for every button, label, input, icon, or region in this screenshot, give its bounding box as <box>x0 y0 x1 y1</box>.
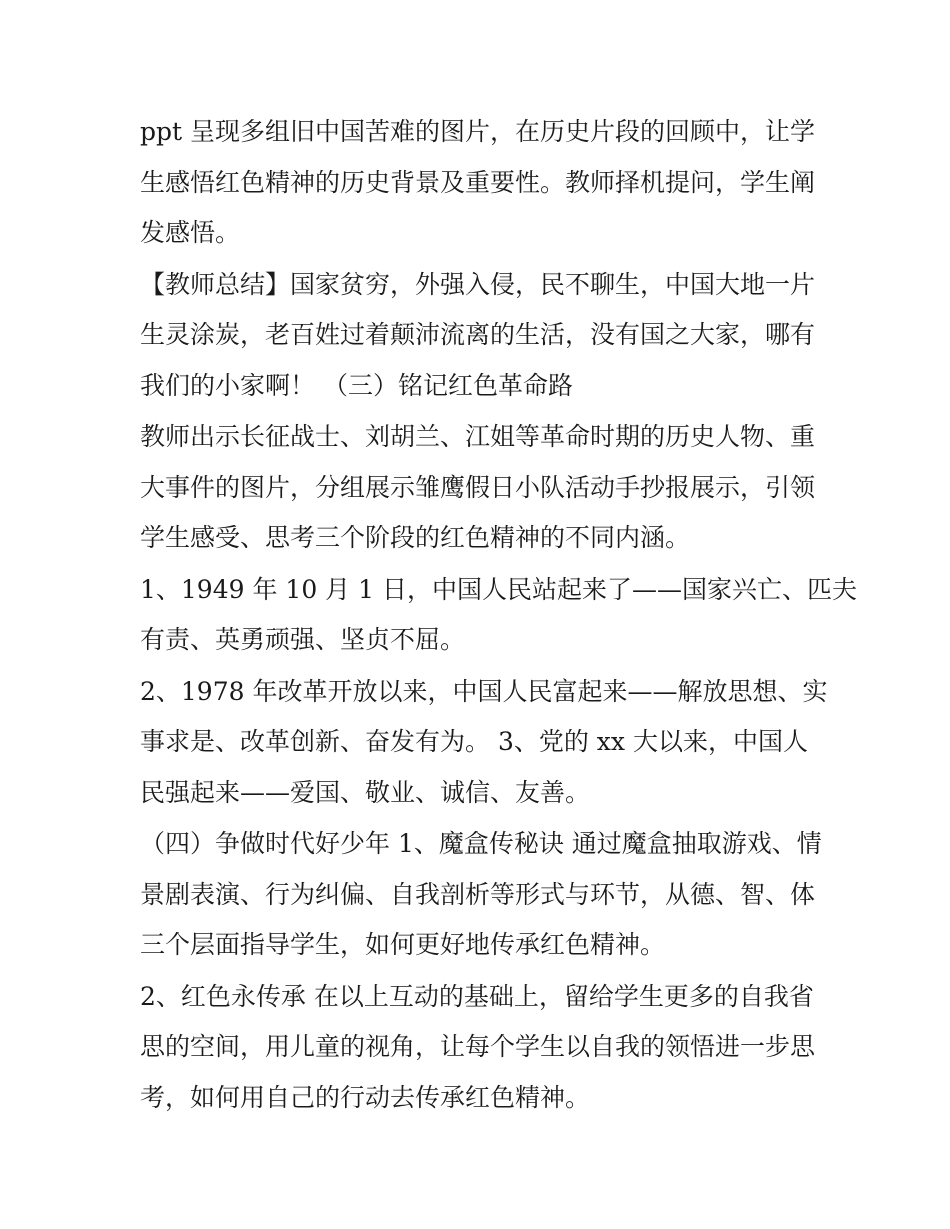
text-line: 考，如何用自己的行动去传承红色精神。 <box>140 1082 591 1112</box>
text-line: 1、1949 年 10 月 1 日，中国人民站起来了——国家兴亡、匹夫 <box>140 574 857 604</box>
paragraph-red-inheritance <box>140 972 820 1124</box>
text-line: ppt 呈现多组旧中国苦难的图片，在历史片段的回顾中，让学 <box>140 117 816 146</box>
text-line: 思的空间，用儿童的视角，让每个学生以自我的领悟进一步思 <box>140 1032 816 1061</box>
document-body <box>140 107 857 1124</box>
text-line: 民强起来——爱国、敬业、诚信、友善。 <box>140 777 591 807</box>
paragraph-1978 <box>140 667 828 819</box>
text-line: 我们的小家啊！ （三）铭记红色革命路 <box>140 370 573 400</box>
paragraph-ppt-intro <box>140 107 820 259</box>
text-line: 【教师总结】国家贫穷，外强入侵，民不聊生，中国大地一片 <box>140 269 816 299</box>
text-line: 2、红色永传承 在以上互动的基础上，留给学生更多的自我省 <box>140 981 814 1011</box>
text-line: 教师出示长征战士、刘胡兰、江姐等革命时期的历史人物、重 <box>140 422 816 451</box>
text-line: 学生感受、思考三个阶段的红色精神的不同内涵。 <box>140 523 691 552</box>
text-line: 有责、英勇顽强、坚贞不屈。 <box>140 625 466 654</box>
text-line: （四）争做时代好少年 1、魔盒传秘诀 通过魔盒抽取游戏、情 <box>140 829 822 858</box>
text-line: 大事件的图片，分组展示雏鹰假日小队活动手抄报展示，引领 <box>140 472 816 502</box>
text-line: 生灵涂炭，老百姓过着颠沛流离的生活，没有国之大家，哪有 <box>140 320 816 349</box>
paragraph-revolution-figures <box>140 412 820 564</box>
text-line: 景剧表演、行为纠偏、自我剖析等形式与环节，从德、智、体 <box>140 879 816 909</box>
text-line: 事求是、改革创新、奋发有为。 3、党的 xx 大以来，中国人 <box>140 727 808 756</box>
paragraph-good-youth <box>140 819 820 971</box>
paragraph-1949 <box>140 565 857 666</box>
text-line: 发感悟。 <box>140 218 241 247</box>
paragraph-teacher-summary <box>140 260 820 412</box>
text-line: 三个层面指导学生，如何更好地传承红色精神。 <box>140 930 666 959</box>
text-line: 生感悟红色精神的历史背景及重要性。教师择机提问，学生阐 <box>140 167 816 197</box>
text-line: 2、1978 年改革开放以来，中国人民富起来——解放思想、实 <box>140 676 828 706</box>
